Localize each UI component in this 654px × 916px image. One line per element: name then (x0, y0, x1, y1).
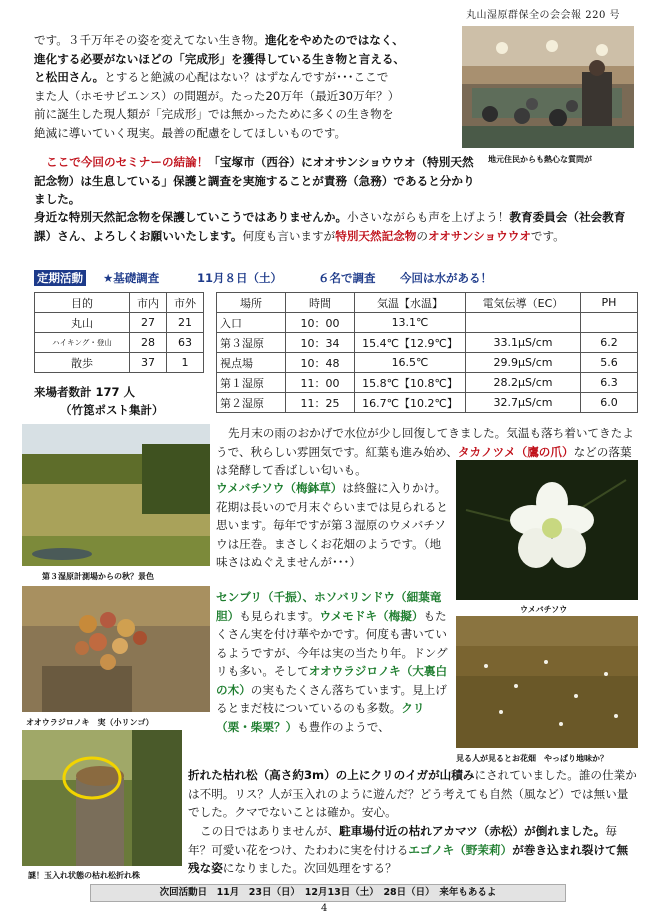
conclusion-voice: 小さいながらも声を上げよう！ (347, 210, 510, 224)
visitors-out: 1 (167, 353, 204, 373)
field-photo (456, 616, 638, 748)
fruit-caption: オオウラジロノキ 実（小リンゴ） (26, 718, 154, 727)
visitors-out: 21 (167, 313, 204, 333)
body-paragraph-a-end (188, 766, 638, 822)
flower-photo-image (456, 460, 638, 600)
survey-place: 入口 (217, 313, 286, 333)
survey-ph: 6.2 (581, 333, 638, 353)
visitors-header-purpose: 目的 (35, 293, 130, 313)
survey-ph: 6.3 (581, 373, 638, 393)
conclusion-salamander: オオサンショウウオ (428, 228, 531, 243)
table-row (217, 373, 638, 393)
survey-ec: 28.2μS/cm (466, 373, 581, 393)
body-a8: ウメモドキ（梅擬） (319, 608, 424, 623)
marsh-photo-image (22, 424, 210, 566)
fruit-photo (22, 586, 210, 712)
intro-line5: 前に誕生した現人類が「完成形」では無かったために多くの生き物を (34, 107, 394, 121)
survey-header-place: 場所 (217, 293, 286, 313)
visitors-table (34, 292, 204, 373)
page-number: 4 (321, 903, 328, 914)
body-a6: センブリ（千振）、ホソバリンドウ（細葉竜胆） (216, 590, 442, 623)
survey-temp: 16.7℃【10.2℃】 (355, 393, 466, 413)
survey-temp: 15.4℃【12.9℃】 (355, 333, 466, 353)
body-a4: ウメバチソウ（梅鉢草） (216, 481, 343, 495)
survey-ph: 6.0 (581, 393, 638, 413)
conclusion-end: です。 (530, 228, 565, 243)
fruit-photo-image (22, 586, 210, 712)
marsh-caption: 第３湿原計測場からの秋？景色 (42, 572, 154, 581)
conclusion-repeat: 何度も言いますが (242, 228, 336, 243)
intro-line6: 絶滅に導いていく現実。最善の配慮をしてほしいものです。 (34, 125, 347, 140)
body-paragraph-a-mid (216, 588, 452, 736)
visitors-purpose: ハイキング・登山 (35, 333, 130, 353)
survey-temp: 16.5℃ (355, 353, 466, 373)
body-paragraph-a (216, 424, 638, 480)
conclusion-monument: 特別天然記念物 (335, 228, 417, 243)
body-a10: オオウラジロノキ（大裏白の木） (216, 664, 448, 697)
body-a13: も豊作のようで、 (297, 719, 390, 734)
body-a9: もたくさん実を付け華やかです。何度も書いているようですが、今年は実の当たり年。ドングリも多い。そして (216, 608, 448, 678)
table-row (217, 393, 638, 413)
visitors-source: （竹箆ポスト集計） (60, 403, 164, 417)
seminar-caption: 地元住民からも熱心な質問が (488, 155, 592, 164)
stump-photo-image (22, 730, 182, 866)
survey-time: 11：25 (286, 393, 355, 413)
visitors-header-out: 市外 (167, 293, 204, 313)
body-a5: は終盤に入りかけ。花期は長いので月末ぐらいまでは見られると思います。毎年ですが第３湿原のウメバチソウは圧巻。まさしくお花畑のようです。（地味さはぬぐえませんが･･･） (216, 481, 448, 569)
survey-temp: 13.1℃ (355, 313, 466, 333)
conclusion-continued (34, 190, 634, 209)
field-photo-image (456, 616, 638, 748)
conclusion-no: の (416, 228, 429, 243)
body-a1: 先月末の雨のおかげで水位が少し回復してきました。気温も落ち着いてきたようで、秋らしい雰囲気です。紅葉も進み始め、 (216, 426, 634, 459)
survey-temp: 15.8℃【10.8℃】 (355, 373, 466, 393)
flower-photo (456, 460, 638, 600)
activity-count: ６名で調査 (318, 271, 376, 285)
survey-time: 10：00 (286, 313, 355, 333)
body-b5: が巻き込まれ裂けて無残な姿 (188, 842, 629, 875)
body-b4: エゴノキ（野茉莉） (408, 842, 513, 857)
conclusion-statement: 「宝塚市（西谷）にオオサンショウウオ（特別天然記念物）は生息している」保護と調査を実施することが責務（急務）であると分かりました。 (34, 155, 475, 206)
visitors-purpose: 丸山 (35, 313, 130, 333)
survey-header-ph: PH (581, 293, 638, 313)
body-b6: になりました。次回処理をする？ (222, 861, 397, 875)
body-b3: 毎年？可愛い花をつけ、たわわに実を付ける (188, 824, 617, 857)
survey-ec: 29.9μS/cm (466, 353, 581, 373)
intro-line1b: 進化をやめたのではなく、 (264, 33, 404, 47)
survey-place: 第１湿原 (217, 373, 286, 393)
survey-ec: 32.7μS/cm (466, 393, 581, 413)
intro-line3a: と松田さん。 (34, 70, 105, 84)
table-row (35, 333, 204, 353)
intro-line3b: とすると絶滅の心配はない？はずなんですが･･･ここで (104, 70, 389, 84)
field-caption: 見る人が見るとお花畑 やっぱり地味か？ (456, 754, 608, 763)
body-a14: 折れた枯れ松（高さ約3m）の上にクリのイガが山積み (188, 768, 475, 782)
survey-time: 10：34 (286, 333, 355, 353)
survey-ph: 5.6 (581, 353, 638, 373)
conclusion-lead: ここで今回のセミナーの結論！ (46, 155, 209, 169)
next-activity-banner: 次回活動日 11月 23日（日） 12月13日（土） 28日（日） 来年もあるよ (90, 884, 566, 902)
body-b2: 駐車場付近の枯れアカマツ（赤松）が倒れました。 (339, 824, 606, 838)
survey-place: 第３湿原 (217, 333, 286, 353)
body-a3: などの落葉は発酵して香ばしい匂いも。 (216, 444, 632, 477)
table-row (217, 353, 638, 373)
intro-line4: また人（ホモサピエンス）の問題が。たった20万年（最近30万年？） (34, 88, 400, 103)
visitors-purpose: 散歩 (35, 353, 130, 373)
seminar-photo-image (462, 26, 634, 148)
body-a12: クリ（栗・柴栗？） (216, 701, 425, 734)
survey-ec (466, 313, 581, 333)
body-a7: も見られます。 (239, 608, 320, 623)
newsletter-header: 丸山湿原群保全の会会報 220 号 (466, 10, 620, 21)
stump-caption: 謎！玉入れ状態の枯れ松折れ株 (28, 871, 140, 880)
intro-line1a: です。３千万年その姿を変えてない生き物。 (34, 33, 265, 47)
table-row (35, 313, 204, 333)
survey-place: 第２湿原 (217, 393, 286, 413)
survey-table (216, 292, 638, 413)
survey-time: 11：00 (286, 373, 355, 393)
body-b1: この日ではありませんが、 (200, 824, 340, 838)
activity-title: ★基礎調査 (103, 271, 160, 285)
survey-time: 10：48 (286, 353, 355, 373)
table-row (35, 353, 204, 373)
survey-header-time: 時間 (286, 293, 355, 313)
activity-note: 今回は水がある！ (400, 271, 492, 285)
body-a2: タカノツメ（鷹の爪） (457, 444, 574, 459)
body-a11: の実もたくさん落ちています。見上げるとまだ枝についているのも多数。 (216, 682, 447, 715)
conclusion-protect: 身近な特別天然記念物を保護していこうではありませんか。 (34, 210, 348, 224)
survey-header-temp: 気温【水温】 (355, 293, 466, 313)
survey-ph (581, 313, 638, 333)
visitors-in: 28 (130, 333, 167, 353)
marsh-photo (22, 424, 210, 566)
table-row (217, 333, 638, 353)
seminar-photo (462, 26, 634, 148)
survey-header-ec: 電気伝導（EC） (466, 293, 581, 313)
visitors-out: 63 (167, 333, 204, 353)
survey-place: 視点場 (217, 353, 286, 373)
visitors-header-in: 市内 (130, 293, 167, 313)
conclusion-tail (34, 208, 634, 245)
intro-line2: 進化する必要がないほどの「完成形」を獲得している生き物と言える、 (34, 51, 406, 66)
body-paragraph-b (188, 822, 638, 878)
table-row (217, 313, 638, 333)
flower-caption: ウメバチソウ (520, 605, 568, 614)
stump-photo (22, 730, 182, 866)
activity-date: 11月８日（土） (197, 271, 283, 285)
visitors-in: 27 (130, 313, 167, 333)
conclusion-board: 教育委員会（社会教育課）さん、よろしくお願いいたします。 (34, 210, 626, 243)
survey-ec: 33.1μS/cm (466, 333, 581, 353)
activity-tag: 定期活動 (34, 270, 86, 286)
visitors-in: 37 (130, 353, 167, 373)
body-paragraph-a-cont (216, 479, 452, 572)
visitors-total: 来場者数計 177 人 (34, 385, 136, 399)
body-a15: にされていました。誰の仕業かは不明。リス？人が玉入れのように遊んだ？どう考えても自然（風など）では無い量でした。クマでないことは確か。安心。 (188, 768, 637, 819)
intro-paragraph (34, 31, 458, 142)
